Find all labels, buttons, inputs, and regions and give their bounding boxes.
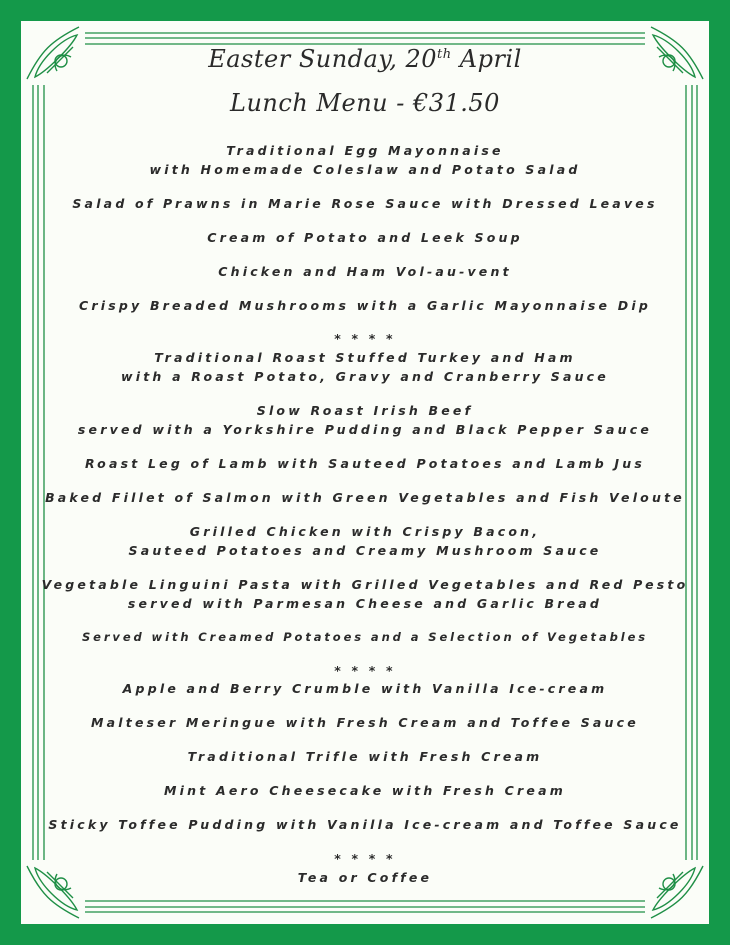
course-separator: * * * * [334,331,396,346]
dessert-line: Sticky Toffee Pudding with Vanilla Ice-cream and Toffee Sauce [48,817,682,832]
main-line: Sauteed Potatoes and Creamy Mushroom Sauce [128,543,602,558]
starter-line: Salad of Prawns in Marie Rose Sauce with Dressed Leaves [72,196,658,211]
dessert-line: Traditional Trifle with Fresh Cream [187,749,543,764]
main-line: Roast Leg of Lamb with Sauteed Potatoes and Lamb Jus [84,456,645,471]
main-line: Baked Fillet of Salmon with Green Vegetables and Fish Veloute [45,490,685,505]
dessert-line: Malteser Meringue with Fresh Cream and Toffee Sauce [91,715,639,730]
starter-line: with Homemade Coleslaw and Potato Salad [149,162,581,177]
course-separator: * * * * [334,663,396,678]
dessert-line: Apple and Berry Crumble with Vanilla Ice-cream [122,681,608,696]
course-separator: * * * * [334,851,396,866]
closing-line: Tea or Coffee [297,870,433,885]
starter-line: Crispy Breaded Mushrooms with a Garlic Mayonnaise Dip [79,298,651,313]
dessert-line: Mint Aero Cheesecake with Fresh Cream [164,783,566,798]
main-line: Served with Creamed Potatoes and a Selection of Vegetables [81,630,649,644]
title-ordinal: th [437,47,452,62]
main-line: Slow Roast Irish Beef [256,403,474,418]
title-month: April [451,45,522,73]
starter-line: Cream of Potato and Leek Soup [207,230,523,245]
main-line: served with a Yorkshire Pudding and Black Pepper Sauce [77,422,653,437]
menu-paper [21,21,709,924]
title-main: Easter Sunday, 20 [208,45,438,73]
menu-title [21,45,709,73]
main-line: Traditional Roast Stuffed Turkey and Ham [154,350,576,365]
main-line: with a Roast Potato, Gravy and Cranberry Sauce [121,369,609,384]
main-line: served with Parmesan Cheese and Garlic Bread [127,596,603,611]
menu-subtitle: Lunch Menu - €31.50 [230,89,500,117]
main-line: Grilled Chicken with Crispy Bacon, [189,524,541,539]
starter-line: Traditional Egg Mayonnaise [226,143,504,158]
main-line: Vegetable Linguini Pasta with Grilled Vegetables and Red Pesto [41,577,689,592]
starter-line: Chicken and Ham Vol-au-vent [218,264,512,279]
